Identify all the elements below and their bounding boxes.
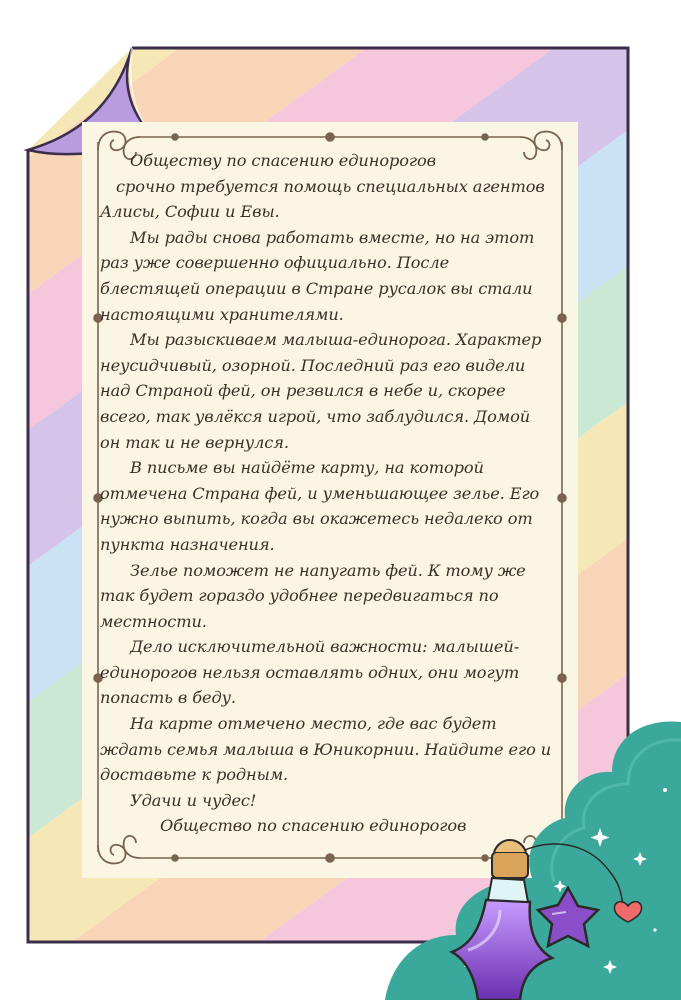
letter-signature: Общество по спасению единорогов [160,816,467,836]
letter-paragraph-2: Мы разыскиваем малыша-единорога. Характер неусидчивый, озорной. Последний раз его видели над Страной фей, он резвился в небе и, скорее всего, так увлёкся игрой, что заблудился. Домой он так и не вернулся. [100,330,542,452]
letter-heading-line-1: Обществу по спасению единорогов [130,151,436,170]
letter-paragraph-5: Дело исключительной важности: малышей-единорогов нельзя оставлять одних, они могут попасть в беду. [100,637,520,708]
letter-text [100,148,552,839]
letter-heading-line-2: срочно требуется помощь специальных агентов Алисы, Софии и Евы. [100,176,545,222]
letter-paragraph-6: На карте отмечено место, где вас будет ждать семья малыша в Юникорнии. Найдите его и доставьте к родным. [100,714,552,785]
letter-paragraph-1: Мы рады снова работать вместе, но на этот раз уже совершенно официально. После блестящей операции в Стране русалок вы стали настоящими хранителями. [100,227,535,324]
letter-paragraph-4: Зелье поможет не напугать фей. К тому же так будет гораздо удобнее передвигаться по местности. [100,560,526,631]
letter-closing: Удачи и чудес! [130,790,257,810]
letter-paragraph-3: В письме вы найдёте карту, на которой отмечена Страна фей, и уменьшающее зелье. Его нужно выпить, когда вы окажетесь недалеко от пункта назначения. [100,458,540,554]
